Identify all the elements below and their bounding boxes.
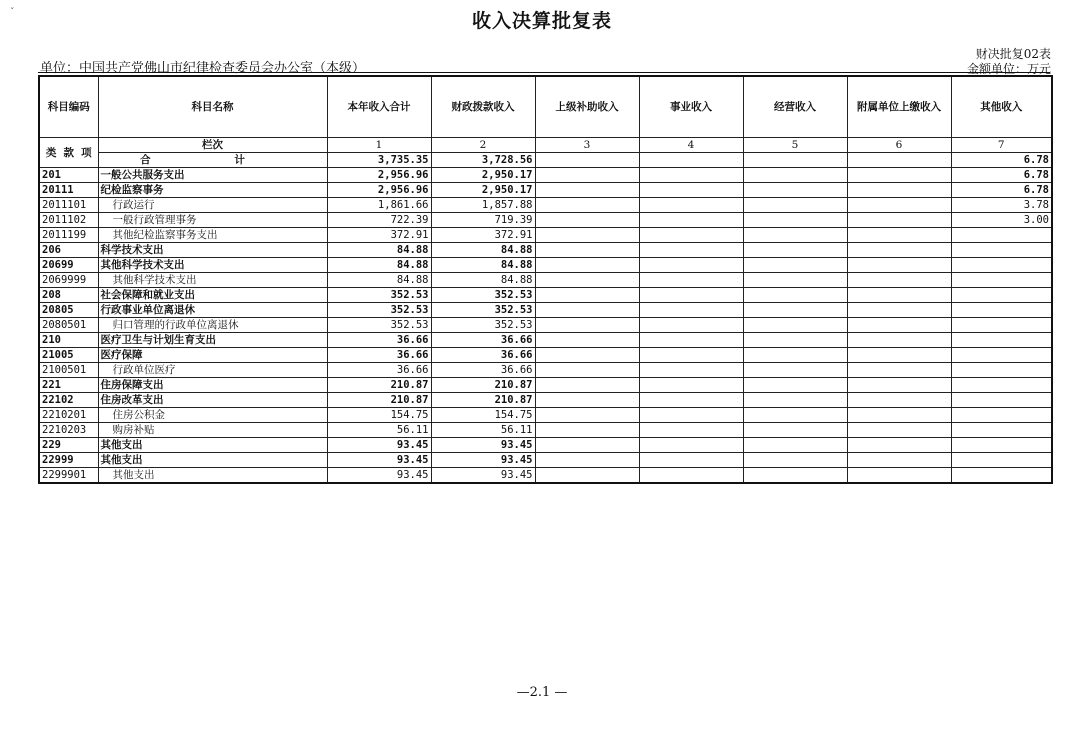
amount-c2: 352.53 xyxy=(431,318,535,333)
subject-code: 206 xyxy=(39,243,98,258)
amount-c2: 154.75 xyxy=(431,408,535,423)
subject-code: 20805 xyxy=(39,303,98,318)
amount-c4 xyxy=(639,363,743,378)
amount-c7 xyxy=(951,288,1052,303)
corner-mark: ˇ xyxy=(10,8,15,18)
table-row xyxy=(39,438,1052,453)
total-c2: 3,728.56 xyxy=(431,153,535,168)
subject-code: 20111 xyxy=(39,183,98,198)
amount-c7 xyxy=(951,318,1052,333)
subject-code: 208 xyxy=(39,288,98,303)
amount-c1: 154.75 xyxy=(327,408,431,423)
subject-name: 一般公共服务支出 xyxy=(98,168,327,183)
amount-c3 xyxy=(535,423,639,438)
amount-c7 xyxy=(951,393,1052,408)
table-row xyxy=(39,348,1052,363)
amount-c7: 6.78 xyxy=(951,183,1052,198)
table-row xyxy=(39,318,1052,333)
subject-name: 医疗保障 xyxy=(98,348,327,363)
table-row xyxy=(39,213,1052,228)
amount-c7 xyxy=(951,333,1052,348)
amount-c2: 93.45 xyxy=(431,438,535,453)
amount-c7 xyxy=(951,303,1052,318)
amount-c3 xyxy=(535,363,639,378)
subject-code: 2080501 xyxy=(39,318,98,333)
subject-code: 22999 xyxy=(39,453,98,468)
amount-c5 xyxy=(743,438,847,453)
amount-c3 xyxy=(535,288,639,303)
top-rule xyxy=(38,72,1050,73)
total-c6 xyxy=(847,153,951,168)
subject-name: 其他支出 xyxy=(98,438,327,453)
amount-c4 xyxy=(639,213,743,228)
level-kuan: 款 xyxy=(63,146,74,159)
table-row xyxy=(39,393,1052,408)
amount-c3 xyxy=(535,168,639,183)
subject-code: 210 xyxy=(39,333,98,348)
amount-c4 xyxy=(639,288,743,303)
subject-name: 行政事业单位离退休 xyxy=(98,303,327,318)
amount-c2: 36.66 xyxy=(431,363,535,378)
amount-c1: 210.87 xyxy=(327,393,431,408)
amount-c1: 93.45 xyxy=(327,438,431,453)
amount-c1: 36.66 xyxy=(327,363,431,378)
amount-c5 xyxy=(743,453,847,468)
header-c5: 经营收入 xyxy=(743,76,847,138)
amount-c7: 6.78 xyxy=(951,168,1052,183)
amount-c5 xyxy=(743,468,847,484)
total-c7: 6.78 xyxy=(951,153,1052,168)
subject-code: 2210201 xyxy=(39,408,98,423)
amount-c5 xyxy=(743,408,847,423)
amount-c5 xyxy=(743,288,847,303)
subject-name: 医疗卫生与计划生育支出 xyxy=(98,333,327,348)
amount-c1: 93.45 xyxy=(327,468,431,484)
unit-label: 单位：中国共产党佛山市纪律检查委员会办公室（本级） xyxy=(40,61,366,76)
amount-c1: 84.88 xyxy=(327,243,431,258)
column-number: 5 xyxy=(743,138,847,153)
amount-c3 xyxy=(535,228,639,243)
amount-c7 xyxy=(951,378,1052,393)
header-code: 科目编码 xyxy=(39,76,98,138)
amount-c7 xyxy=(951,243,1052,258)
subject-name: 行政单位医疗 xyxy=(98,363,327,378)
amount-c7 xyxy=(951,423,1052,438)
amount-c3 xyxy=(535,333,639,348)
amount-c6 xyxy=(847,378,951,393)
subject-name: 科学技术支出 xyxy=(98,243,327,258)
form-code: 财决批复02表 xyxy=(975,47,1051,61)
amount-c6 xyxy=(847,198,951,213)
amount-c7 xyxy=(951,273,1052,288)
subject-code: 2210203 xyxy=(39,423,98,438)
amount-c1: 84.88 xyxy=(327,273,431,288)
amount-c6 xyxy=(847,228,951,243)
amount-c1: 2,956.96 xyxy=(327,183,431,198)
amount-c5 xyxy=(743,183,847,198)
subject-name: 归口管理的行政单位离退休 xyxy=(98,318,327,333)
amount-c1: 84.88 xyxy=(327,258,431,273)
amount-c4 xyxy=(639,423,743,438)
amount-c5 xyxy=(743,243,847,258)
amount-c3 xyxy=(535,273,639,288)
amount-c2: 352.53 xyxy=(431,288,535,303)
amount-c6 xyxy=(847,393,951,408)
total-c5 xyxy=(743,153,847,168)
header-c6: 附属单位上缴收入 xyxy=(847,76,951,138)
subject-name: 购房补贴 xyxy=(98,423,327,438)
amount-c6 xyxy=(847,363,951,378)
amount-c2: 56.11 xyxy=(431,423,535,438)
amount-c6 xyxy=(847,213,951,228)
amount-c2: 2,950.17 xyxy=(431,168,535,183)
total-c1: 3,735.35 xyxy=(327,153,431,168)
table-row xyxy=(39,453,1052,468)
column-number: 6 xyxy=(847,138,951,153)
amount-c1: 1,861.66 xyxy=(327,198,431,213)
amount-c4 xyxy=(639,303,743,318)
amount-c4 xyxy=(639,198,743,213)
amount-c6 xyxy=(847,168,951,183)
amount-c5 xyxy=(743,303,847,318)
amount-c2: 84.88 xyxy=(431,273,535,288)
subject-name: 住房保障支出 xyxy=(98,378,327,393)
subject-code: 20699 xyxy=(39,258,98,273)
amount-c3 xyxy=(535,438,639,453)
amount-c7 xyxy=(951,258,1052,273)
amount-c7 xyxy=(951,438,1052,453)
amount-c6 xyxy=(847,243,951,258)
header-c2: 财政拨款收入 xyxy=(431,76,535,138)
subject-name: 其他科学技术支出 xyxy=(98,273,327,288)
total-row xyxy=(39,153,1052,168)
header-c1: 本年收入合计 xyxy=(327,76,431,138)
subject-code: 2069999 xyxy=(39,273,98,288)
amount-c3 xyxy=(535,258,639,273)
page-title: 收入决算批复表 xyxy=(471,10,612,32)
amount-c2: 36.66 xyxy=(431,348,535,363)
subject-code: 2011102 xyxy=(39,213,98,228)
table-row xyxy=(39,423,1052,438)
amount-c7 xyxy=(951,348,1052,363)
amount-c1: 352.53 xyxy=(327,303,431,318)
column-number: 7 xyxy=(951,138,1052,153)
amount-c3 xyxy=(535,453,639,468)
subject-name: 一般行政管理事务 xyxy=(98,213,327,228)
amount-c4 xyxy=(639,453,743,468)
amount-c5 xyxy=(743,228,847,243)
subject-name: 住房改革支出 xyxy=(98,393,327,408)
amount-c6 xyxy=(847,288,951,303)
amount-c6 xyxy=(847,408,951,423)
amount-c6 xyxy=(847,333,951,348)
amount-c3 xyxy=(535,378,639,393)
amount-c5 xyxy=(743,168,847,183)
total-c3 xyxy=(535,153,639,168)
income-table xyxy=(38,75,1053,484)
amount-c5 xyxy=(743,333,847,348)
amount-c6 xyxy=(847,273,951,288)
amount-c1: 722.39 xyxy=(327,213,431,228)
table-row xyxy=(39,288,1052,303)
amount-c4 xyxy=(639,348,743,363)
amount-c4 xyxy=(639,438,743,453)
header-c7: 其他收入 xyxy=(951,76,1052,138)
amount-c3 xyxy=(535,408,639,423)
amount-c1: 2,956.96 xyxy=(327,168,431,183)
subject-code: 2299901 xyxy=(39,468,98,484)
amount-c2: 1,857.88 xyxy=(431,198,535,213)
amount-c4 xyxy=(639,183,743,198)
amount-c4 xyxy=(639,408,743,423)
subject-code: 2011199 xyxy=(39,228,98,243)
header-c3: 上级补助收入 xyxy=(535,76,639,138)
table-row xyxy=(39,228,1052,243)
amount-c6 xyxy=(847,318,951,333)
amount-c3 xyxy=(535,303,639,318)
amount-c6 xyxy=(847,438,951,453)
subject-code: 22102 xyxy=(39,393,98,408)
level-xiang: 项 xyxy=(81,146,92,159)
amount-c2: 84.88 xyxy=(431,243,535,258)
amount-c7 xyxy=(951,468,1052,484)
amount-c7 xyxy=(951,228,1052,243)
amount-c3 xyxy=(535,348,639,363)
column-number-row xyxy=(39,138,1052,153)
amount-c4 xyxy=(639,468,743,484)
amount-c2: 36.66 xyxy=(431,333,535,348)
level-labels xyxy=(39,138,98,168)
amount-c5 xyxy=(743,423,847,438)
amount-c6 xyxy=(847,258,951,273)
amount-c2: 84.88 xyxy=(431,258,535,273)
amount-c1: 36.66 xyxy=(327,348,431,363)
amount-c3 xyxy=(535,243,639,258)
amount-c4 xyxy=(639,393,743,408)
amount-c3 xyxy=(535,198,639,213)
amount-c7: 3.00 xyxy=(951,213,1052,228)
amount-c5 xyxy=(743,213,847,228)
amount-c3 xyxy=(535,393,639,408)
subject-name: 其他支出 xyxy=(98,468,327,484)
table-row xyxy=(39,468,1052,484)
amount-c2: 210.87 xyxy=(431,393,535,408)
amount-c7 xyxy=(951,408,1052,423)
amount-c2: 93.45 xyxy=(431,453,535,468)
table-row xyxy=(39,333,1052,348)
amount-c6 xyxy=(847,183,951,198)
table-row xyxy=(39,168,1052,183)
subject-code: 2100501 xyxy=(39,363,98,378)
amount-c3 xyxy=(535,213,639,228)
header-row xyxy=(39,76,1052,138)
amount-c6 xyxy=(847,423,951,438)
amount-c4 xyxy=(639,168,743,183)
table-row xyxy=(39,198,1052,213)
subject-name: 其他纪检监察事务支出 xyxy=(98,228,327,243)
header-c4: 事业收入 xyxy=(639,76,743,138)
amount-c1: 352.53 xyxy=(327,318,431,333)
table-row xyxy=(39,183,1052,198)
column-number: 2 xyxy=(431,138,535,153)
amount-c4 xyxy=(639,318,743,333)
amount-c1: 352.53 xyxy=(327,288,431,303)
amount-c1: 36.66 xyxy=(327,333,431,348)
page-number: —2.1 — xyxy=(516,685,568,700)
amount-c5 xyxy=(743,273,847,288)
level-lei: 类 xyxy=(45,146,57,159)
amount-c3 xyxy=(535,468,639,484)
subject-code: 229 xyxy=(39,438,98,453)
amount-c1: 56.11 xyxy=(327,423,431,438)
subject-code: 21005 xyxy=(39,348,98,363)
table-row xyxy=(39,378,1052,393)
table-row xyxy=(39,363,1052,378)
table-row xyxy=(39,258,1052,273)
amount-c7: 3.78 xyxy=(951,198,1052,213)
table-row xyxy=(39,303,1052,318)
amount-c6 xyxy=(847,303,951,318)
amount-c2: 719.39 xyxy=(431,213,535,228)
amount-c6 xyxy=(847,348,951,363)
amount-c5 xyxy=(743,378,847,393)
amount-c5 xyxy=(743,318,847,333)
table-row xyxy=(39,408,1052,423)
amount-c5 xyxy=(743,348,847,363)
column-number: 1 xyxy=(327,138,431,153)
amount-c2: 210.87 xyxy=(431,378,535,393)
amount-c1: 210.87 xyxy=(327,378,431,393)
amount-c2: 2,950.17 xyxy=(431,183,535,198)
amount-c5 xyxy=(743,258,847,273)
amount-c1: 372.91 xyxy=(327,228,431,243)
table-row xyxy=(39,243,1052,258)
amount-c2: 93.45 xyxy=(431,468,535,484)
column-number: 4 xyxy=(639,138,743,153)
subject-name: 住房公积金 xyxy=(98,408,327,423)
subject-name: 行政运行 xyxy=(98,198,327,213)
amount-c4 xyxy=(639,333,743,348)
total-label: 合 计 xyxy=(98,153,327,168)
amount-c4 xyxy=(639,273,743,288)
table-row xyxy=(39,273,1052,288)
amount-c4 xyxy=(639,243,743,258)
amount-c4 xyxy=(639,258,743,273)
subject-name: 纪检监察事务 xyxy=(98,183,327,198)
amount-c3 xyxy=(535,318,639,333)
subject-code: 201 xyxy=(39,168,98,183)
amount-c2: 372.91 xyxy=(431,228,535,243)
lanci-label: 栏次 xyxy=(98,138,327,153)
subject-name: 其他科学技术支出 xyxy=(98,258,327,273)
header-name: 科目名称 xyxy=(98,76,327,138)
amount-c3 xyxy=(535,183,639,198)
amount-c1: 93.45 xyxy=(327,453,431,468)
subject-name: 其他支出 xyxy=(98,453,327,468)
total-c4 xyxy=(639,153,743,168)
column-number: 3 xyxy=(535,138,639,153)
amount-c7 xyxy=(951,363,1052,378)
amount-unit: 金额单位：万元 xyxy=(966,62,1051,76)
subject-code: 2011101 xyxy=(39,198,98,213)
amount-c7 xyxy=(951,453,1052,468)
amount-c4 xyxy=(639,228,743,243)
subject-name: 社会保障和就业支出 xyxy=(98,288,327,303)
subject-code: 221 xyxy=(39,378,98,393)
amount-c2: 352.53 xyxy=(431,303,535,318)
amount-c6 xyxy=(847,468,951,484)
amount-c4 xyxy=(639,378,743,393)
amount-c6 xyxy=(847,453,951,468)
amount-c5 xyxy=(743,363,847,378)
amount-c5 xyxy=(743,393,847,408)
amount-c5 xyxy=(743,198,847,213)
